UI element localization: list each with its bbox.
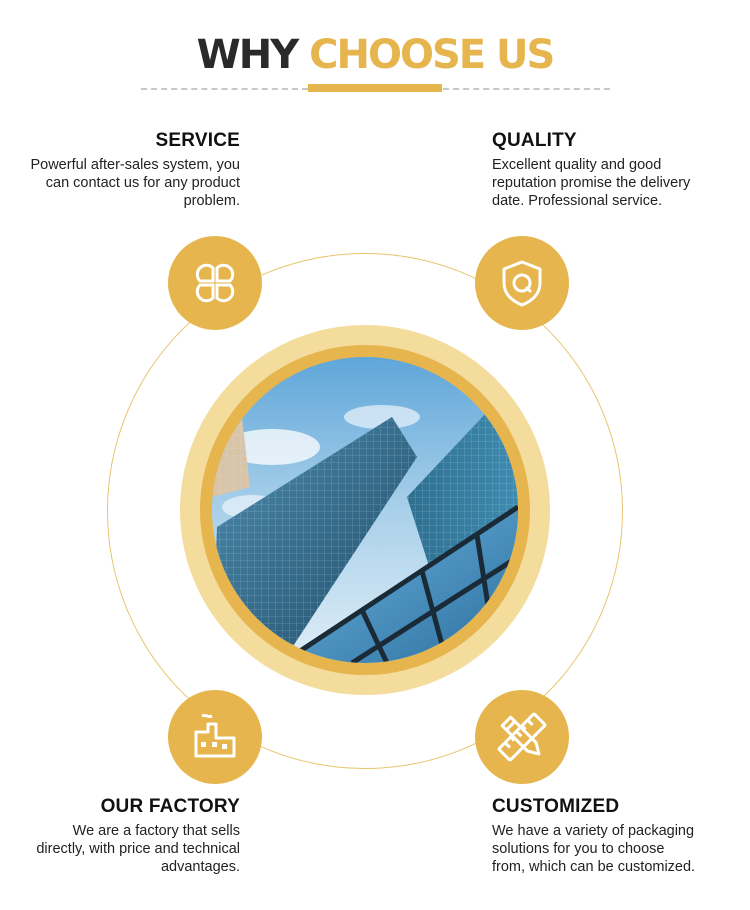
title-accent-bar xyxy=(308,84,442,92)
feature-customized-title: CUSTOMIZED xyxy=(492,796,620,817)
feature-customized xyxy=(492,796,697,876)
feature-factory-title: OUR FACTORY xyxy=(100,796,240,817)
pencil-ruler-icon xyxy=(475,690,569,784)
feature-quality-description: Excellent quality and good reputation promise the delivery date. Professional service. xyxy=(492,157,691,209)
skyscraper-photo xyxy=(212,357,518,663)
feature-service xyxy=(20,130,240,210)
feature-factory-description: We are a factory that sells directly, with price and technical advantages. xyxy=(36,823,240,875)
factory-icon xyxy=(168,690,262,784)
shield-q-icon xyxy=(475,236,569,330)
feature-quality xyxy=(492,130,692,210)
feature-service-title: SERVICE xyxy=(155,130,240,151)
title-choose-us: CHOOSE US xyxy=(309,32,554,78)
feature-customized-description: We have a variety of packaging solutions for you to choose from, which can be customized. xyxy=(492,823,696,875)
title-why: WHY xyxy=(196,32,298,78)
feature-factory xyxy=(20,796,240,876)
feature-quality-title: QUALITY xyxy=(492,130,577,151)
clover-icon xyxy=(168,236,262,330)
feature-service-description: Powerful after-sales system, you can contact us for any product problem. xyxy=(30,157,240,209)
page-title xyxy=(0,30,750,80)
